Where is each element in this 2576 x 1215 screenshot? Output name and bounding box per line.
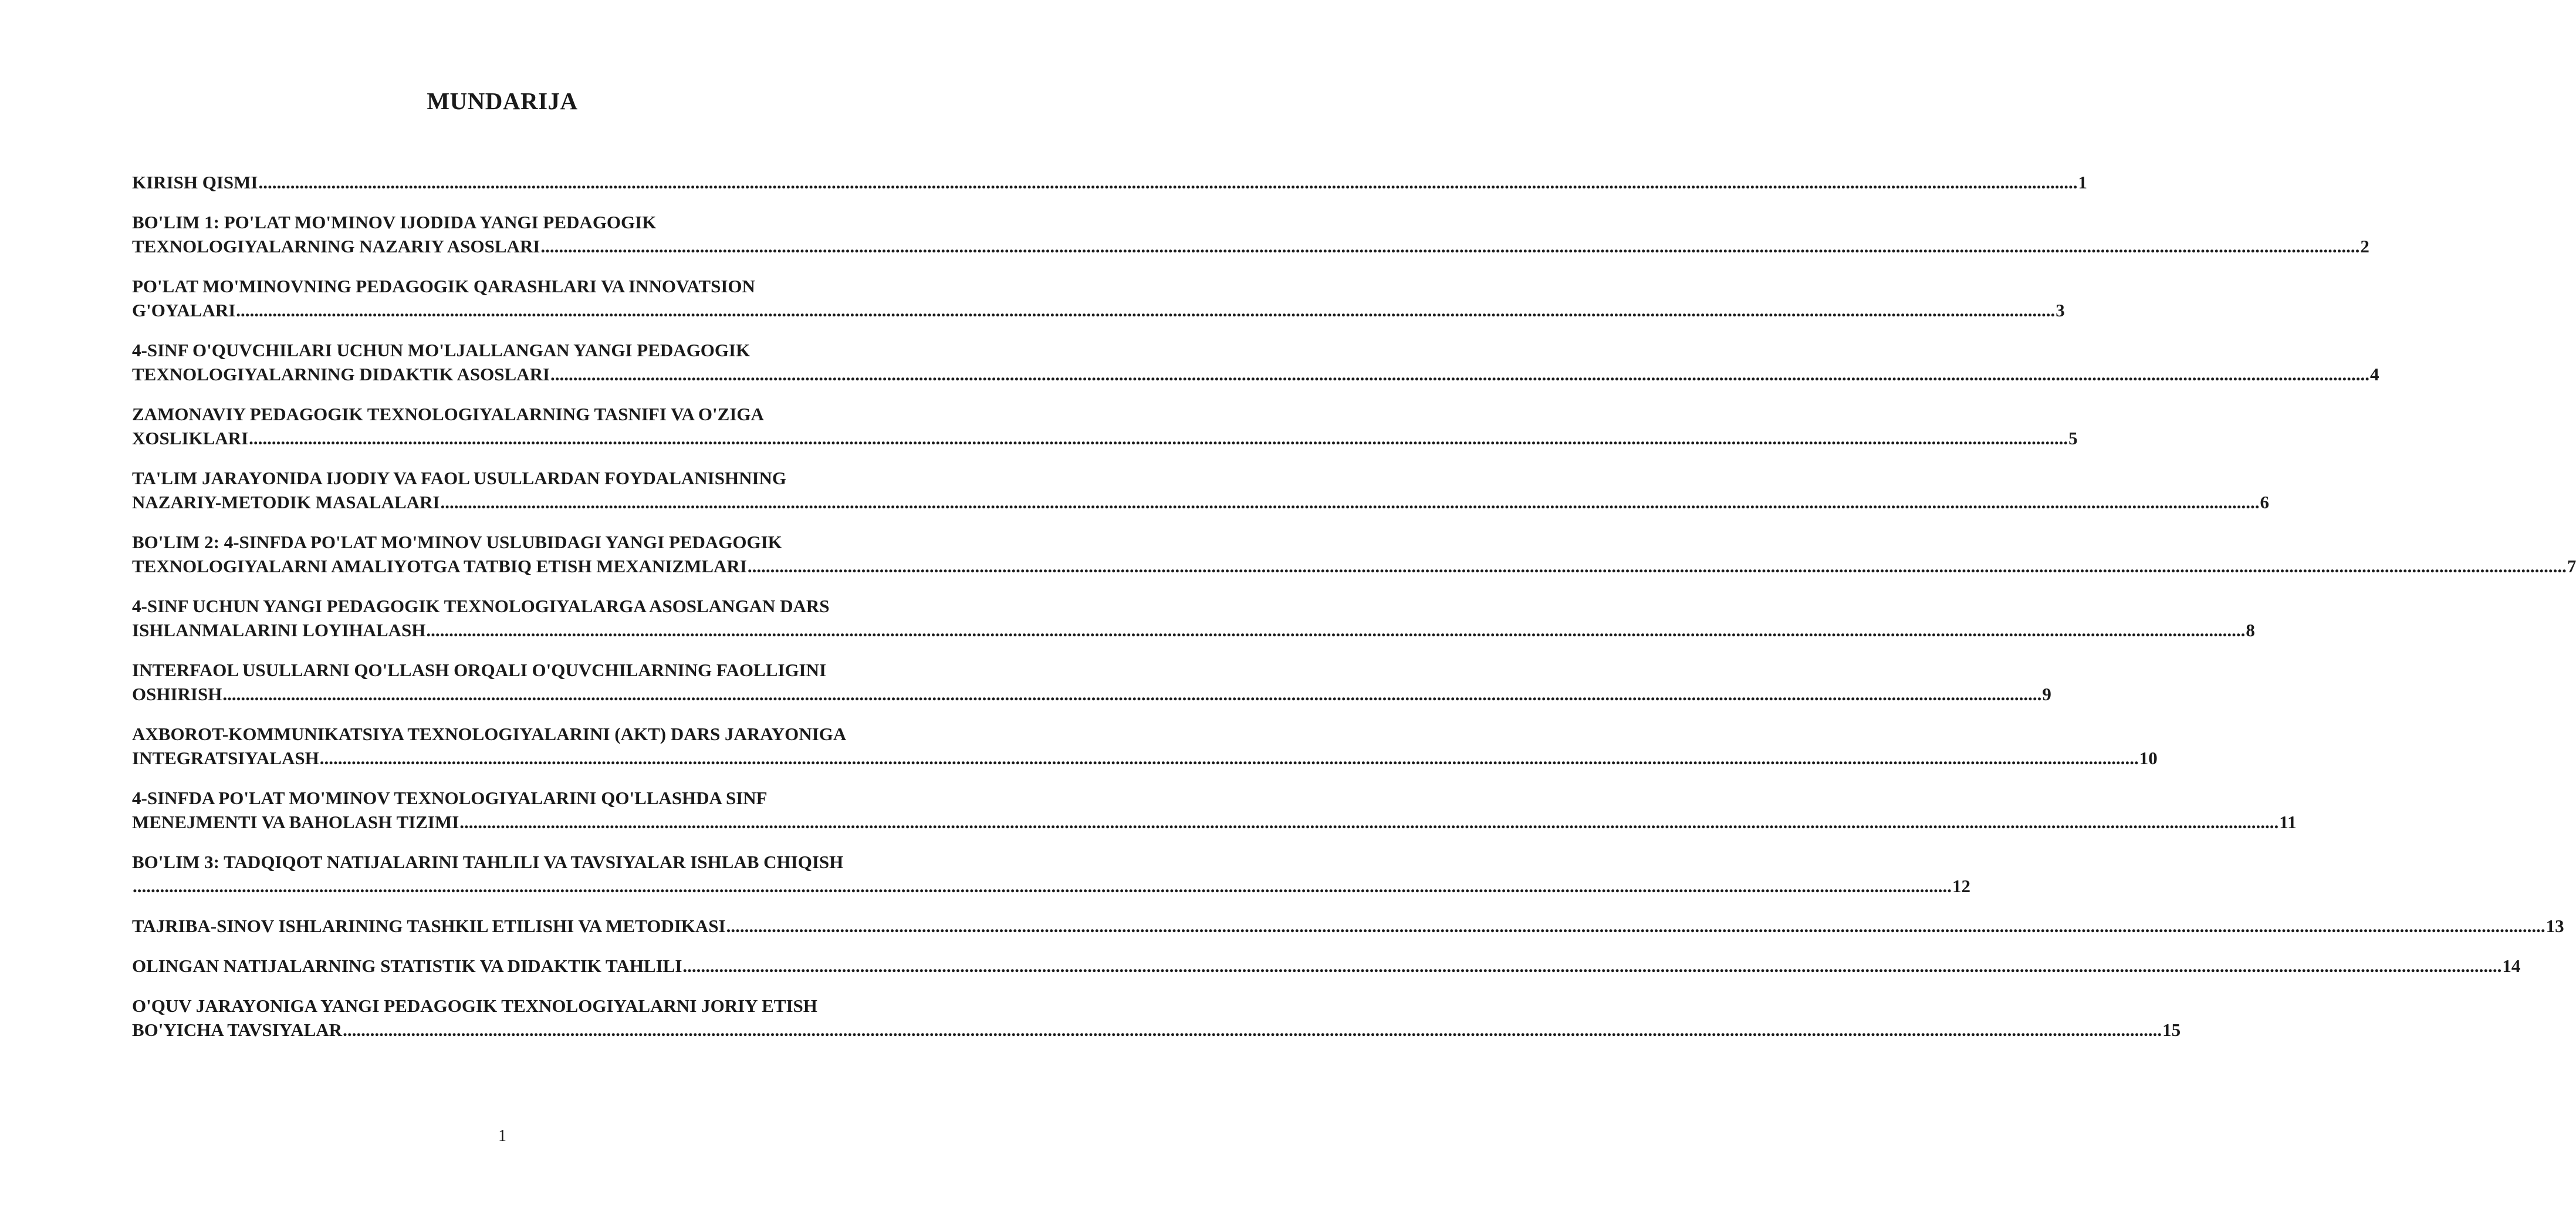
- toc-page-number: 2: [2360, 236, 2369, 256]
- toc-entry-title-line: 4-SINFDA PO'LAT MO'MINOV TEXNOLOGIYALARINI QO'LLASHDA SINF: [132, 788, 768, 808]
- page-title: MUNDARIJA: [427, 87, 578, 114]
- toc-entry[interactable]: [132, 658, 2051, 706]
- toc-page-number: 3: [2056, 300, 2065, 320]
- toc-entry[interactable]: [132, 954, 2521, 978]
- dot-leader: ................................................................................................................................................................................................................................................................................................................................................................................................................: [426, 620, 2246, 640]
- toc-page-number: 9: [2042, 684, 2051, 704]
- toc-entry[interactable]: [132, 402, 2078, 450]
- dot-leader: ................................................................................................................................................................................................................................................................................................................................................................................................................: [540, 236, 2360, 256]
- toc-entry-title-line: O'QUV JARAYONIGA YANGI PEDAGOGIK TEXNOLOGIYALARNI JORIY ETISH: [132, 995, 817, 1016]
- table-of-contents: [132, 170, 2576, 1058]
- dot-leader: ................................................................................................................................................................................................................................................................................................................................................................................................................: [249, 428, 2068, 448]
- toc-entry-title-line: ISHLANMALARINI LOYIHALASH: [132, 620, 426, 640]
- dot-leader: ................................................................................................................................................................................................................................................................................................................................................................................................................: [319, 748, 2139, 768]
- toc-entry[interactable]: [132, 530, 2576, 578]
- toc-entry-leader-line: [132, 874, 1970, 898]
- dot-leader: ................................................................................................................................................................................................................................................................................................................................................................................................................: [550, 364, 2370, 384]
- dot-leader: ................................................................................................................................................................................................................................................................................................................................................................................................................: [747, 556, 2567, 576]
- toc-entry-title-line: BO'LIM 2: 4-SINFDA PO'LAT MO'MINOV USLUBIDAGI YANGI PEDAGOGIK: [132, 532, 782, 552]
- toc-entry-title-line: 4-SINF UCHUN YANGI PEDAGOGIK TEXNOLOGIYALARGA ASOSLANGAN DARS: [132, 596, 830, 616]
- toc-page-number: 10: [2139, 748, 2158, 768]
- toc-entry-title-line: OSHIRISH: [132, 684, 222, 704]
- toc-entry[interactable]: [132, 914, 2564, 938]
- toc-entry-leader-line: [132, 554, 2576, 578]
- toc-entry[interactable]: [132, 338, 2379, 386]
- toc-entry-leader-line: [132, 234, 2369, 258]
- toc-entry-leader-line: [132, 682, 2051, 706]
- toc-entry-title-line: XOSLIKLARI: [132, 428, 249, 448]
- toc-page-number: 12: [1952, 876, 1970, 896]
- toc-page-number: 14: [2502, 956, 2521, 976]
- toc-entry-title-line: KIRISH QISMI: [132, 172, 258, 193]
- toc-entry-leader-line: [132, 426, 2078, 450]
- dot-leader: ................................................................................................................................................................................................................................................................................................................................................................................................................: [343, 1020, 2162, 1040]
- toc-page-number: 11: [2279, 812, 2297, 832]
- toc-entry-title-line: TEXNOLOGIYALARNING NAZARIY ASOSLARI: [132, 236, 540, 256]
- toc-page-number: 7: [2567, 556, 2576, 576]
- toc-page-number: 15: [2162, 1020, 2181, 1040]
- toc-entry-title-line: OLINGAN NATIJALARNING STATISTIK VA DIDAKTIK TAHLILI: [132, 956, 682, 976]
- toc-entry-title-line: TAJRIBA-SINOV ISHLARINING TASHKIL ETILISHI VA METODIKASI: [132, 916, 726, 936]
- toc-entry-leader-line: [132, 170, 2087, 194]
- toc-entry[interactable]: [132, 210, 2369, 258]
- toc-entry-title-line: INTERFAOL USULLARNI QO'LLASH ORQALI O'QUVCHILARNING FAOLLIGINI: [132, 660, 827, 680]
- toc-page-number: 4: [2370, 364, 2379, 384]
- toc-page-number: 13: [2545, 916, 2564, 936]
- toc-entry[interactable]: [132, 274, 2065, 322]
- toc-entry[interactable]: [132, 170, 2087, 194]
- dot-leader: ................................................................................................................................................................................................................................................................................................................................................................................................................: [222, 684, 2042, 704]
- toc-entry-leader-line: [132, 1018, 2181, 1042]
- toc-entry-title-line: NAZARIY-METODIK MASALALARI: [132, 492, 440, 512]
- dot-leader: ................................................................................................................................................................................................................................................................................................................................................................................................................: [258, 172, 2078, 193]
- dot-leader: ................................................................................................................................................................................................................................................................................................................................................................................................................: [440, 492, 2260, 512]
- dot-leader: ................................................................................................................................................................................................................................................................................................................................................................................................................: [726, 916, 2545, 936]
- toc-entry-title-line: 4-SINF O'QUVCHILARI UCHUN MO'LJALLANGAN YANGI PEDAGOGIK: [132, 340, 751, 360]
- toc-entry-title-line: BO'YICHA TAVSIYALAR: [132, 1020, 343, 1040]
- dot-leader: ................................................................................................................................................................................................................................................................................................................................................................................................................: [682, 956, 2502, 976]
- toc-entry-leader-line: [132, 746, 2158, 770]
- toc-page-number: 6: [2260, 492, 2269, 512]
- toc-entry-title-line: G'OYALARI: [132, 300, 236, 320]
- toc-entry[interactable]: [132, 594, 2255, 642]
- dot-leader: ................................................................................................................................................................................................................................................................................................................................................................................................................: [236, 300, 2056, 320]
- toc-entry-title-line: ZAMONAVIY PEDAGOGIK TEXNOLOGIYALARNING TASNIFI VA O'ZIGA: [132, 404, 764, 424]
- toc-entry[interactable]: [132, 994, 2181, 1042]
- toc-entry[interactable]: [132, 786, 2297, 834]
- toc-entry-title-line: INTEGRATSIYALASH: [132, 748, 319, 768]
- toc-entry-leader-line: [132, 618, 2255, 642]
- toc-entry[interactable]: [132, 722, 2158, 770]
- toc-page-number: 8: [2246, 620, 2255, 640]
- toc-entry-leader-line: [132, 490, 2269, 514]
- dot-leader: ................................................................................................................................................................................................................................................................................................................................................................................................................: [459, 812, 2279, 832]
- toc-page-number: 5: [2068, 428, 2078, 448]
- toc-entry-title-line: BO'LIM 1: PO'LAT MO'MINOV IJODIDA YANGI PEDAGOGIK: [132, 212, 657, 232]
- toc-entry-leader-line: [132, 914, 2564, 938]
- toc-page-number: 1: [2078, 172, 2087, 193]
- toc-entry-leader-line: [132, 362, 2379, 386]
- toc-entry-title-line: AXBOROT-KOMMUNIKATSIYA TEXNOLOGIYALARINI (AKT) DARS JARAYONIGA: [132, 724, 847, 744]
- toc-entry-title-line: TA'LIM JARAYONIDA IJODIY VA FAOL USULLARDAN FOYDALANISHNING: [132, 468, 787, 488]
- toc-entry-title-line: BO'LIM 3: TADQIQOT NATIJALARINI TAHLILI VA TAVSIYALAR ISHLAB CHIQISH: [132, 852, 844, 872]
- toc-entry-title-line: PO'LAT MO'MINOVNING PEDAGOGIK QARASHLARI VA INNOVATSION: [132, 276, 755, 296]
- toc-entry[interactable]: [132, 850, 1970, 898]
- toc-entry-title-line: TEXNOLOGIYALARNI AMALIYOTGA TATBIQ ETISH MEXANIZMLARI: [132, 556, 747, 576]
- dot-leader: ................................................................................................................................................................................................................................................................................................................................................................................................................: [133, 876, 1952, 896]
- toc-entry-leader-line: [132, 954, 2521, 978]
- toc-entry-title-line: TEXNOLOGIYALARNING DIDAKTIK ASOSLARI: [132, 364, 550, 384]
- toc-entry[interactable]: [132, 466, 2269, 514]
- toc-entry-leader-line: [132, 298, 2065, 322]
- toc-entry-title-line: MENEJMENTI VA BAHOLASH TIZIMI: [132, 812, 459, 832]
- page-number: 1: [498, 1127, 506, 1145]
- toc-entry-leader-line: [132, 810, 2297, 834]
